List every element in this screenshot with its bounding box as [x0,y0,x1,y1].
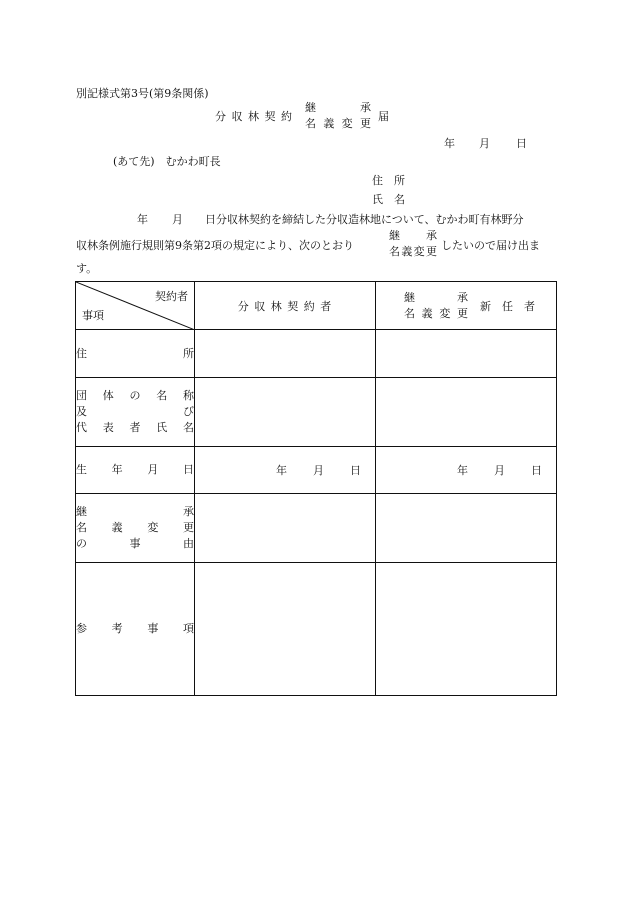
body-option-name-change: 名義変更 [389,245,437,258]
birth-month-label: 月 [313,464,324,477]
reason-contractor-field[interactable] [195,494,376,563]
header-contractor-label: 分 収 林 契 約 者 [237,299,333,313]
group-contractor-field[interactable] [195,378,376,447]
birth-day-label: 日 [350,464,361,477]
corner-contractor-label: 契約者 [155,290,188,303]
corner-item-label: 事項 [82,309,104,322]
form-reference: 別記様式第3号(第9条関係) [76,87,209,100]
body-option-stack [389,228,437,260]
address-new-holder-field[interactable] [376,330,557,378]
row-label-reason: 継 承 名義変更 の 事 由 [76,494,195,563]
row-label-remarks: 参 考 事 項 [76,563,195,696]
corner-cell [76,282,195,330]
header-option-name-change: 名 義 変 更 [404,307,468,320]
applicant-name-label: 氏 名 [372,193,405,206]
table-row [76,494,557,563]
birth-month-label: 月 [494,464,505,477]
body-line3: す。 [76,262,98,275]
body-line2-after: したいので届け出ま [441,239,540,252]
birth-day-label: 日 [531,464,542,477]
body-line1-year: 年 [137,213,148,226]
title-option-stack [305,100,371,132]
body-option-succession: 継 承 [389,229,437,242]
birth-year-label: 年 [457,464,468,477]
table-row [76,563,557,696]
remarks-contractor-field[interactable] [195,563,376,696]
table-row [76,447,557,494]
table-row [76,330,557,378]
row-label-group: 団体の名称 及 び 代表者氏名 [76,378,195,447]
birthdate-new-holder-field[interactable] [376,447,557,494]
title-option-succession: 継 承 [305,101,371,114]
address-contractor-field[interactable] [195,330,376,378]
group-new-holder-field[interactable] [376,378,557,447]
title-suffix: 届 [378,110,389,123]
addressee: (あて先) むかわ町長 [113,155,221,168]
title-prefix: 分 収 林 契 約 [215,110,293,123]
body-line2-before: 収林条例施行規則第9条第2項の規定により、次のとおり [76,239,354,252]
header-new-holder-label: 新 任 者 [480,300,535,313]
header-new-holder [376,282,557,330]
header-contractor [195,282,376,330]
remarks-new-holder-field[interactable] [376,563,557,696]
reason-new-holder-field[interactable] [376,494,557,563]
date-day-label: 日 [516,137,527,150]
row-label-birthdate: 生 年 月 日 [76,447,195,494]
notification-table [75,281,557,696]
header-option-succession: 継 承 [404,291,468,304]
table-row [76,378,557,447]
birthdate-contractor-field[interactable] [195,447,376,494]
header-option-stack [404,290,468,322]
date-month-label: 月 [479,137,490,150]
table-header-row [76,282,557,330]
body-line1: 月 日分収林契約を締結した分収造林地について、むかわ町有林野分 [172,213,524,226]
applicant-address-label: 住 所 [372,174,405,187]
row-label-address: 住 所 [76,330,195,378]
title-option-name-change: 名 義 変 更 [305,117,371,130]
birth-year-label: 年 [276,464,287,477]
date-year-label: 年 [444,137,455,150]
